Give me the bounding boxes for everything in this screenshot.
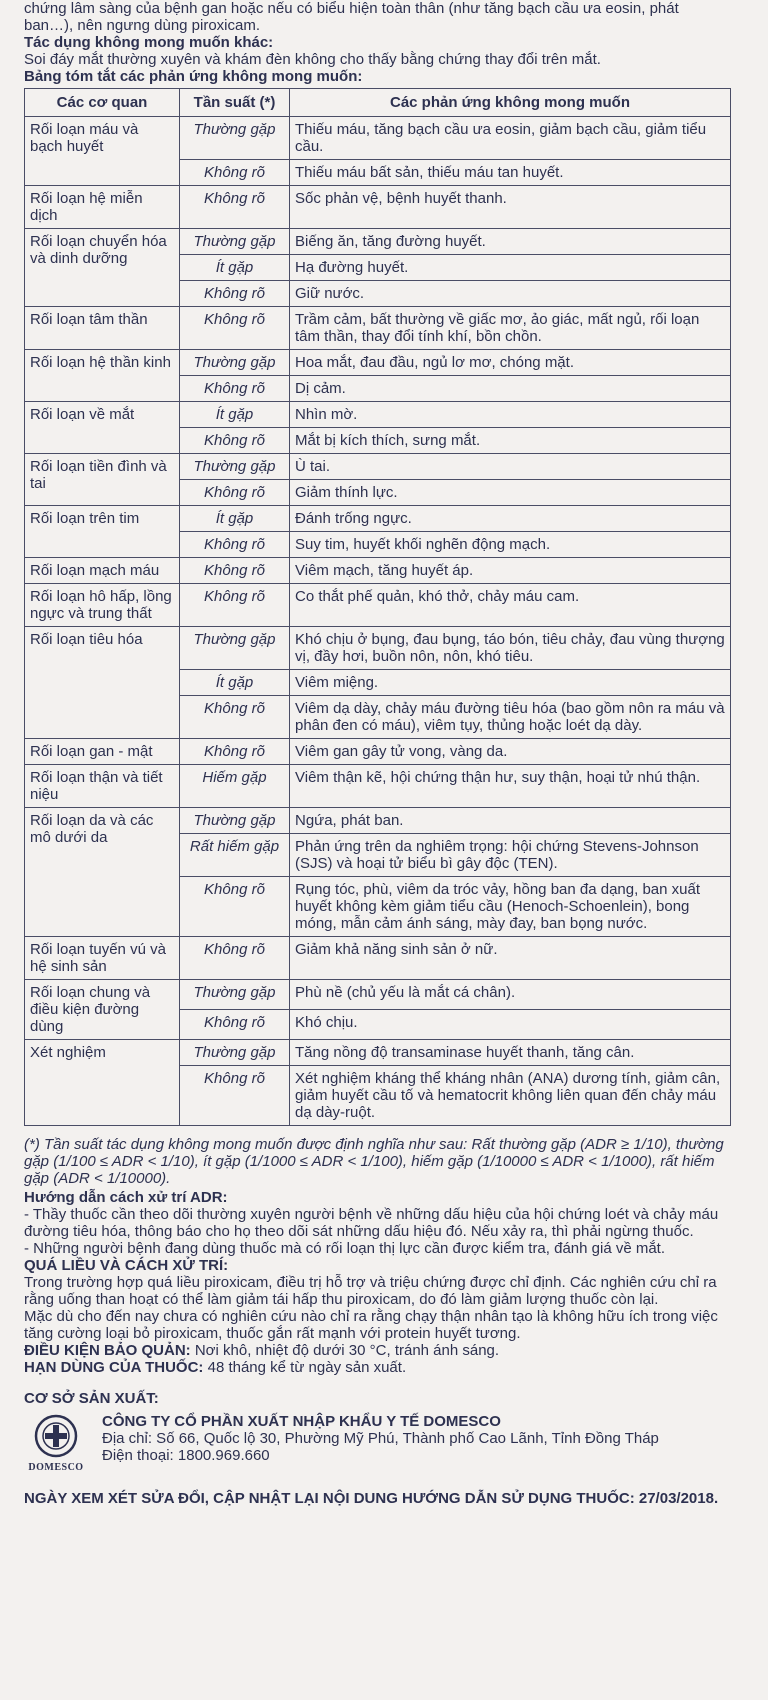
reaction-cell: Co thắt phế quản, khó thở, chảy máu cam. [290,584,731,627]
table-row [25,808,731,834]
frequency-cell: Thường gặp [180,454,290,480]
organ-cell: Rối loạn chuyển hóa và dinh dưỡng [25,229,180,307]
table-row [25,584,731,627]
table-row [25,350,731,376]
company-phone: Điện thoại: 1800.969.660 [102,1447,270,1464]
header-reactions: Các phản ứng không mong muốn [290,89,731,117]
organ-cell: Rối loạn da và các mô dưới da [25,808,180,937]
reaction-cell: Viêm gan gây tử vong, vàng da. [290,739,731,765]
organ-cell: Rối loạn tâm thần [25,307,180,350]
frequency-cell: Ít gặp [180,255,290,281]
frequency-cell: Rất hiếm gặp [180,834,290,877]
reaction-cell: Khó chịu ở bụng, đau bụng, táo bón, tiêu chảy, đau vùng thượng vị, đầy hơi, buồn nôn, nôn, khó tiêu. [290,627,731,670]
organ-cell: Xét nghiệm [25,1040,180,1126]
frequency-cell: Không rõ [180,186,290,229]
reaction-cell: Viêm dạ dày, chảy máu đường tiêu hóa (bao gồm nôn ra máu và phân đen có máu), viêm tụy, thủng hoặc loét dạ dày. [290,696,731,739]
reaction-cell: Đánh trống ngực. [290,506,731,532]
table-row [25,739,731,765]
table-row [25,506,731,532]
reaction-cell: Rụng tóc, phù, viêm da tróc vảy, hồng ban đa dạng, ban xuất huyết không kèm giảm tiểu cầu (Henoch-Schoenlein), bong móng, mẫn cảm ánh sáng, mày đay, ban bọng nước. [290,877,731,937]
organ-cell: Rối loạn hệ miễn dịch [25,186,180,229]
frequency-cell: Không rõ [180,696,290,739]
organ-cell: Rối loạn tiền đình và tai [25,454,180,506]
organ-cell: Rối loạn thận và tiết niệu [25,765,180,808]
frequency-cell: Thường gặp [180,808,290,834]
reaction-cell: Giữ nước. [290,281,731,307]
organ-cell: Rối loạn mạch máu [25,558,180,584]
header-frequency: Tần suất (*) [180,89,290,117]
reaction-cell: Phù nề (chủ yếu là mắt cá chân). [290,980,731,1010]
storage-text: Nơi khô, nhiệt độ dưới 30 °C, tránh ánh sáng. [190,1342,500,1359]
reaction-cell: Hạ đường huyết. [290,255,731,281]
frequency-cell: Không rõ [180,281,290,307]
frequency-cell: Ít gặp [180,402,290,428]
table-row [25,937,731,980]
domesco-emblem-icon [33,1413,79,1459]
organ-cell: Rối loạn hệ thần kinh [25,350,180,402]
overdose-text-2: Mặc dù cho đến nay chưa có nghiên cứu nào chỉ ra rằng chạy thận nhân tạo là không hữu ích trong việc tăng cường loại bỏ piroxicam, thuốc gắn rất mạnh với protein huyết tương. [24,1308,718,1342]
intro-line-2: ban…), nên ngưng dùng piroxicam. [24,17,261,34]
reaction-cell: Giảm thính lực. [290,480,731,506]
domesco-logo [24,1413,88,1476]
organ-cell: Rối loạn trên tim [25,506,180,558]
header-organ: Các cơ quan [25,89,180,117]
adr-guide-text-1: - Thầy thuốc cần theo dõi thường xuyên người bệnh về những dấu hiệu của hội chứng loét và chảy máu đường tiêu hóa, thông báo cho họ theo dõi sát những dấu hiệu đó. Nếu xảy ra, thì phải ngừng thuốc. [24,1206,719,1240]
table-row [25,117,731,160]
frequency-cell: Thường gặp [180,1040,290,1066]
reaction-cell: Phản ứng trên da nghiêm trọng: hội chứng Stevens-Johnson (SJS) và hoại tử biểu bì gây độc (TEN). [290,834,731,877]
reaction-cell: Ngứa, phát ban. [290,808,731,834]
manufacturer-title: CƠ SỞ SẢN XUẤT: [24,1390,159,1407]
reaction-cell: Ù tai. [290,454,731,480]
reaction-cell: Nhìn mờ. [290,402,731,428]
reaction-cell: Dị cảm. [290,376,731,402]
reaction-cell: Giảm khả năng sinh sản ở nữ. [290,937,731,980]
frequency-cell: Không rõ [180,1066,290,1126]
adr-guide-text-2: - Những người bệnh đang dùng thuốc mà có rối loạn thị lực cần được kiểm tra, đánh giá về mắt. [24,1240,666,1257]
company-info [102,1413,659,1464]
table-row [25,558,731,584]
organ-cell: Rối loạn tiêu hóa [25,627,180,739]
reaction-cell: Trầm cảm, bất thường về giấc mơ, ảo giác, mất ngủ, rối loạn tâm thần, thay đổi tính khí, bồn chồn. [290,307,731,350]
frequency-cell: Không rõ [180,584,290,627]
reaction-cell: Hoa mắt, đau đầu, ngủ lơ mơ, chóng mặt. [290,350,731,376]
table-title: Bảng tóm tắt các phản ứng không mong muốn: [24,68,363,85]
overdose-text-1: Trong trường hợp quá liều piroxicam, điều trị hỗ trợ và triệu chứng được chỉ định. Các nghiên cứu chỉ ra rằng uống than hoạt có thể làm giảm tái hấp thu piroxicam, do đó làm giảm lượng thuốc còn lại. [24,1274,717,1308]
organ-cell: Rối loạn chung và điều kiện đường dùng [25,980,180,1040]
reaction-cell: Thiếu máu bất sản, thiếu máu tan huyết. [290,160,731,186]
frequency-cell: Không rõ [180,739,290,765]
reaction-cell: Mắt bị kích thích, sưng mắt. [290,428,731,454]
frequency-cell: Ít gặp [180,506,290,532]
other-effects-title: Tác dụng không mong muốn khác: [24,34,274,51]
frequency-cell: Không rõ [180,877,290,937]
table-row [25,980,731,1010]
frequency-cell: Không rõ [180,376,290,402]
storage-label: ĐIỀU KIỆN BẢO QUẢN: [24,1342,191,1359]
adr-guide-title: Hướng dẫn cách xử trí ADR: [24,1189,228,1206]
shelf-life-line [24,1359,732,1376]
frequency-cell: Không rõ [180,1010,290,1040]
adverse-reactions-table [24,88,731,1126]
frequency-cell: Không rõ [180,558,290,584]
reaction-cell: Thiếu máu, tăng bạch cầu ưa eosin, giảm bạch cầu, giảm tiểu cầu. [290,117,731,160]
manufacturer-block [24,1413,732,1476]
table-body [25,117,731,1126]
frequency-cell: Thường gặp [180,117,290,160]
company-name: CÔNG TY CỔ PHẦN XUẤT NHẬP KHẨU Y TẾ DOMESCO [102,1413,501,1430]
frequency-cell: Thường gặp [180,980,290,1010]
table-row [25,307,731,350]
intro-line-1: chứng lâm sàng của bệnh gan hoặc nếu có biểu hiện toàn thân (như tăng bạch cầu ưa eosin, phát [24,0,679,17]
organ-cell: Rối loạn về mắt [25,402,180,454]
frequency-cell: Không rõ [180,480,290,506]
storage-line [24,1342,732,1359]
table-row [25,454,731,480]
company-address: Địa chỉ: Số 66, Quốc lộ 30, Phường Mỹ Phú, Thành phố Cao Lãnh, Tỉnh Đồng Tháp [102,1430,659,1447]
reaction-cell: Sốc phản vệ, bệnh huyết thanh. [290,186,731,229]
reaction-cell: Viêm mạch, tăng huyết áp. [290,558,731,584]
organ-cell: Rối loạn gan - mật [25,739,180,765]
frequency-cell: Không rõ [180,532,290,558]
table-row [25,229,731,255]
revision-date: NGÀY XEM XÉT SỬA ĐỔI, CẬP NHẬT LẠI NỘI DUNG HƯỚNG DẪN SỬ DỤNG THUỐC: 27/03/2018. [24,1490,719,1507]
reaction-cell: Viêm miệng. [290,670,731,696]
frequency-cell: Không rõ [180,428,290,454]
table-row [25,627,731,670]
shelf-life-text: 48 tháng kể từ ngày sản xuất. [203,1359,407,1376]
frequency-cell: Ít gặp [180,670,290,696]
organ-cell: Rối loạn hô hấp, lồng ngực và trung thất [25,584,180,627]
reaction-cell: Suy tim, huyết khối nghẽn động mạch. [290,532,731,558]
table-row [25,1040,731,1066]
frequency-cell: Thường gặp [180,229,290,255]
reaction-cell: Tăng nồng độ transaminase huyết thanh, tăng cân. [290,1040,731,1066]
reaction-cell: Viêm thận kẽ, hội chứng thận hư, suy thận, hoại tử nhú thận. [290,765,731,808]
table-row [25,765,731,808]
organ-cell: Rối loạn máu và bạch huyết [25,117,180,186]
reaction-cell: Khó chịu. [290,1010,731,1040]
table-row [25,186,731,229]
frequency-cell: Thường gặp [180,350,290,376]
frequency-footnote: (*) Tần suất tác dụng không mong muốn được định nghĩa như sau: Rất thường gặp (ADR ≥ 1/10), thường gặp (1/100 ≤ ADR < 1/10), ít gặp (1/1000 ≤ ADR < 1/100), hiếm gặp (1/10000 ≤ ADR < 1/1000), rất hiếm gặp (ADR < 1/10000). [24,1136,724,1187]
frequency-cell: Không rõ [180,307,290,350]
shelf-life-label: HẠN DÙNG CỦA THUỐC: [24,1359,204,1376]
other-effects-text: Soi đáy mắt thường xuyên và khám đèn không cho thấy bằng chứng thay đổi trên mắt. [24,51,601,68]
frequency-cell: Không rõ [180,160,290,186]
organ-cell: Rối loạn tuyến vú và hệ sinh sản [25,937,180,980]
frequency-cell: Hiếm gặp [180,765,290,808]
reaction-cell: Biếng ăn, tăng đường huyết. [290,229,731,255]
logo-text: DOMESCO [28,1462,84,1473]
reaction-cell: Xét nghiệm kháng thể kháng nhân (ANA) dương tính, giảm cân, giảm huyết cầu tố và hematocrit không liên quan đến chảy máu dạ dày-ruột. [290,1066,731,1126]
frequency-cell: Không rõ [180,937,290,980]
overdose-title: QUÁ LIỀU VÀ CÁCH XỬ TRÍ: [24,1257,229,1274]
table-header-row [25,89,731,117]
table-row [25,402,731,428]
frequency-cell: Thường gặp [180,627,290,670]
